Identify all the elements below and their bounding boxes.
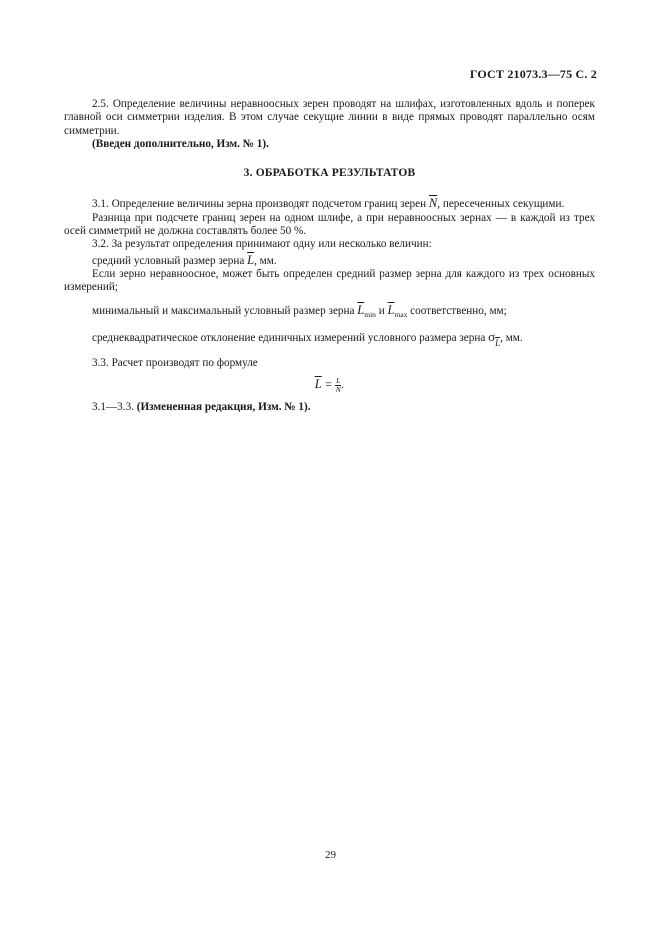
item-sigma-text: среднеквадратическое отклонение единичных измерений условного размера зерна [92, 331, 486, 344]
symbol-l-max: $\overline{L}$ [387, 302, 395, 317]
amendment-range: 3.1—3.3. [92, 401, 134, 414]
amendment-note-2-5: (Введен дополнительно, Изм. № 1). [92, 137, 269, 150]
section-title: 3. ОБРАБОТКА РЕЗУЛЬТАТОВ [243, 167, 416, 180]
symbol-n-bar: $\overline{N}$ [428, 196, 438, 211]
formula-mean-size [64, 377, 595, 394]
symbol-l-bar: $\overline{L}$ [247, 252, 255, 267]
paragraph-3-1-text: 3.1. Определение величины зерна производят подсчетом границ зерен [92, 198, 427, 211]
sigma-subscript-l: L [495, 337, 501, 348]
formula-numerator: L [336, 376, 341, 386]
item-min-max-text: минимальный и максимальный условный размер зерна [92, 304, 355, 317]
paragraph-difference: Разница при подсчете границ зерен на одном шлифе, а при неравноосных зернах — в каждой из трех осей симметрий не должна составлять более 50 %. [64, 211, 595, 238]
paragraph-3-1 [64, 197, 595, 211]
standard-header: ГОСТ 21073.3—75 С. 2 [469, 67, 597, 81]
item-mean-tail: , мм. [254, 254, 277, 267]
paragraph-nonequiaxed: Если зерно неравноосное, может быть определен средний размер зерна для каждого из трех основных измерений; [64, 267, 595, 294]
item-min-max-tail: соответственно, мм; [410, 304, 507, 317]
amendment-note-3 [64, 401, 595, 414]
paragraph-3-3: 3.3. Расчет производят по формуле [92, 357, 258, 370]
page-content [64, 98, 595, 415]
paragraph-3-2: 3.2. За результат определения принимают одну или несколько величин: [92, 238, 432, 251]
formula-lhs: $\overline{L}$ [314, 377, 322, 392]
item-mean-size [64, 254, 595, 268]
subscript-max: max [394, 309, 408, 319]
item-std-deviation [64, 330, 595, 350]
symbol-l-min: $\overline{L}$ [357, 302, 365, 317]
item-sigma-tail: , мм. [500, 331, 523, 344]
formula-end: . [341, 379, 345, 392]
formula-equals: = [324, 379, 333, 392]
sigma-symbol: σ [488, 328, 496, 344]
page-number: 29 [325, 849, 336, 861]
item-mean-text: средний условный размер зерна [92, 254, 245, 267]
paragraph-3-1-tail: , пересеченных секущими. [437, 198, 565, 211]
paragraph-2-5: 2.5. Определение величины неравноосных зерен проводят на шлифах, изготовленных вдоль и поперек главной оси симметрии изделия. В этом случае секущие линии в виде прямых проводят параллельно осям симметрии. [64, 98, 595, 137]
formula-denominator: N [335, 385, 341, 395]
item-min-max-joiner: и [378, 304, 385, 317]
subscript-min: min [364, 309, 376, 319]
amendment-text: (Измененная редакция, Изм. № 1). [136, 401, 311, 414]
item-min-max [64, 304, 595, 321]
